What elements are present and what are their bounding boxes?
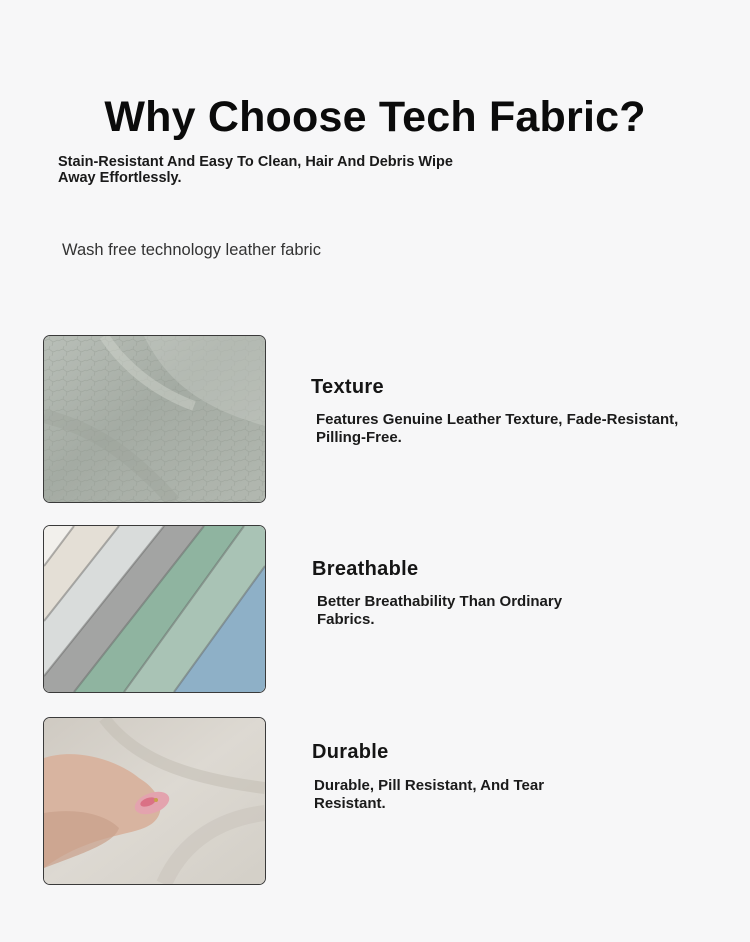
page-title: Why Choose Tech Fabric? [104, 92, 646, 141]
feature-title-breathable: Breathable [312, 558, 419, 580]
durable-image [43, 717, 266, 885]
feature-desc-durable: Durable, Pill Resistant, And Tear Resistant. [314, 777, 545, 812]
feature-desc-breathable: Better Breathability Than Ordinary Fabrics. [317, 593, 563, 628]
breathable-image [43, 525, 266, 693]
subtitle-text: Wash free technology leather fabric [62, 241, 321, 259]
texture-image [43, 335, 266, 503]
feature-title-durable: Durable [312, 741, 389, 763]
feature-desc-texture: Features Genuine Leather Texture, Fade-Resistant, Pilling-Free. [316, 411, 679, 446]
feature-title-texture: Texture [311, 376, 384, 398]
intro-text: Stain-Resistant And Easy To Clean, Hair And Debris Wipe Away Effortlessly. [58, 154, 453, 186]
